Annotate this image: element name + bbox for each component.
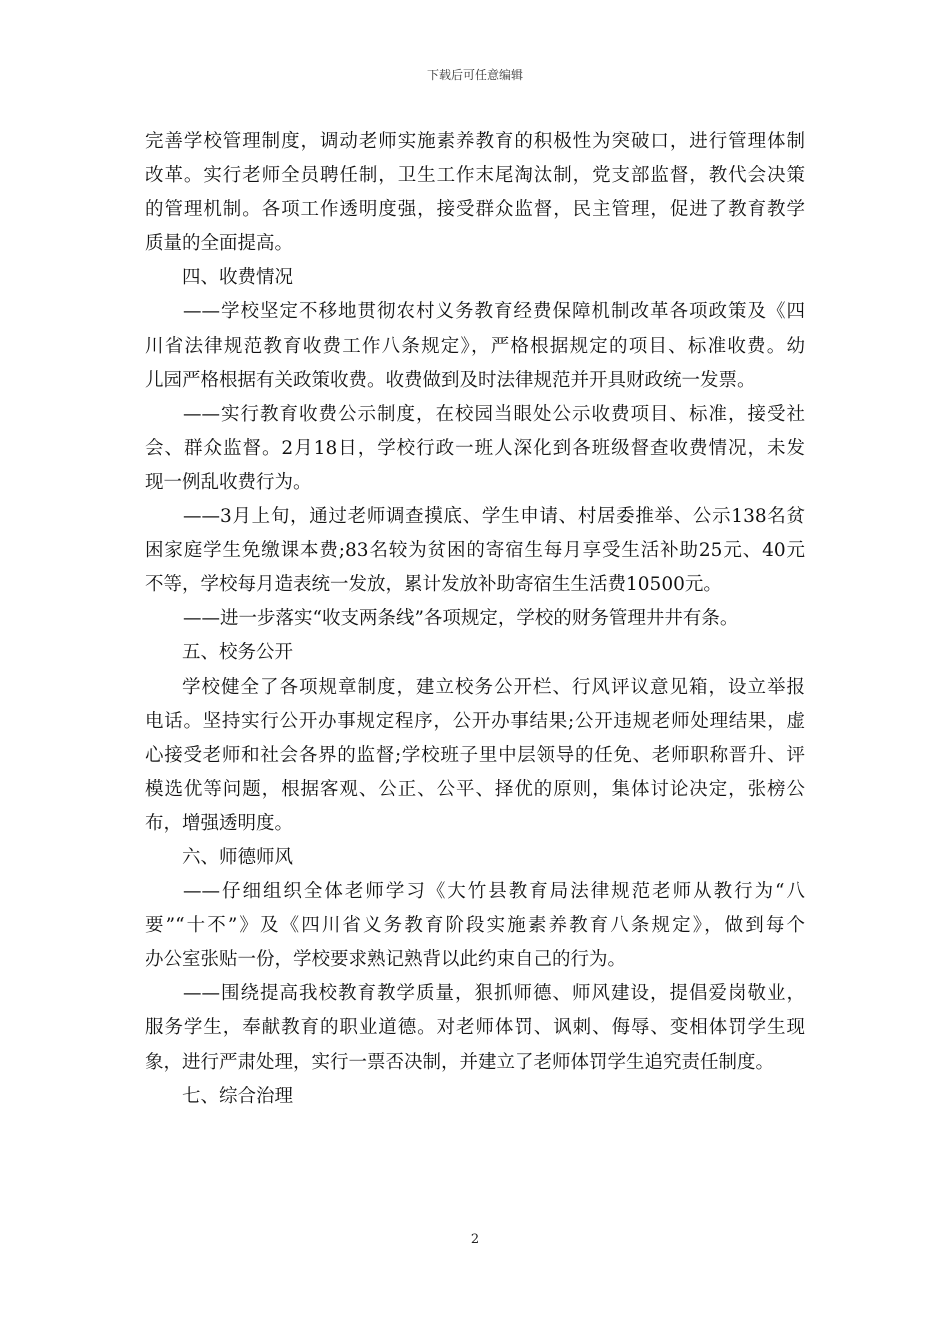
text-line: ——学校坚定不移地贯彻农村义务教育经费保障机制改革各项政策及《四 <box>183 301 805 323</box>
heading-text: 六、师德师风 <box>182 846 294 868</box>
text-line: ——3月上旬，通过老师调查摸底、学生申请、村居委推举、公示138名贫 <box>183 506 805 528</box>
text-line: 质量的全面提高。 <box>145 233 294 255</box>
text-line: 会、群众监督。2月18日，学校行政一班人深化到各班级督查收费情况，未发 <box>145 437 805 459</box>
text-line: 困家庭学生免缴课本费;83名较为贫困的寄宿生每月享受生活补助25元、40元 <box>145 540 805 562</box>
page-header: 下载后可任意编辑 <box>426 68 523 82</box>
text-line: 儿园严格根据有关政策收费。收费做到及时法律规范并开具财政统一发票。 <box>145 369 756 391</box>
paragraph <box>145 125 805 261</box>
text-line: 改革。实行老师全员聘任制，卫生工作末尾淘汰制，党支部监督，教代会决策 <box>145 165 805 187</box>
text-line: 电话。坚持实行公开办事规定程序，公开办事结果;公开违规老师处理结果，虚 <box>145 710 805 732</box>
text-line: 的管理机制。各项工作透明度强，接受群众监督，民主管理，促进了教育教学 <box>145 199 805 221</box>
paragraph <box>145 875 805 977</box>
text-line: 现一例乱收费行为。 <box>145 471 312 493</box>
document-body <box>145 125 805 1114</box>
heading-text: 四、收费情况 <box>182 267 294 289</box>
text-line: 完善学校管理制度，调动老师实施素养教育的积极性为突破口，进行管理体制 <box>145 131 805 152</box>
heading-text: 七、综合治理 <box>182 1085 294 1107</box>
text-line: 不等，学校每月造表统一发放，累计发放补助寄宿生生活费10500元。 <box>145 574 722 596</box>
text-line: ——实行教育收费公示制度，在校园当眼处公示收费项目、标准，接受社 <box>183 403 805 425</box>
paragraph <box>145 500 805 602</box>
text-line: 服务学生，奉献教育的职业道德。对老师体罚、讽刺、侮辱、变相体罚学生现 <box>145 1017 805 1039</box>
text-line: 布，增强透明度。 <box>145 812 294 834</box>
paragraph <box>145 671 805 841</box>
text-line: 心接受老师和社会各界的监督;学校班子里中层领导的任免、老师职称晋升、评 <box>145 744 805 766</box>
text-line: ——进一步落实“收支两条线”各项规定，学校的财务管理井井有条。 <box>183 608 739 630</box>
text-line: 学校健全了各项规章制度，建立校务公开栏、行风评议意见箱，设立举报 <box>182 676 805 698</box>
text-line: 要”“十不”》及《四川省义务教育阶段实施素养教育八条规定》，做到每个 <box>145 915 805 937</box>
section-heading <box>145 1080 805 1114</box>
section-heading <box>145 261 805 295</box>
paragraph <box>145 977 805 1079</box>
text-line: ——围绕提高我校教育教学质量，狠抓师德、师风建设，提倡爱岗敬业， <box>183 983 805 1005</box>
section-heading <box>145 841 805 875</box>
section-heading <box>145 636 805 670</box>
text-line: 办公室张贴一份，学校要求熟记熟背以此约束自己的行为。 <box>145 949 627 971</box>
paragraph <box>145 398 805 500</box>
heading-text: 五、校务公开 <box>182 642 294 664</box>
text-line: 象，进行严肃处理，实行一票否决制，并建立了老师体罚学生追究责任制度。 <box>145 1051 775 1073</box>
paragraph <box>145 295 805 397</box>
text-line: 模选优等问题，根据客观、公正、公平、择优的原则，集体讨论决定，张榜公 <box>145 778 805 800</box>
paragraph <box>145 602 805 636</box>
text-line: 川省法律规范教育收费工作八条规定》，严格根据规定的项目、标准收费。幼 <box>145 335 805 357</box>
text-line: ——仔细组织全体老师学习《大竹县教育局法律规范老师从教行为“八 <box>183 881 805 903</box>
page-number: 2 <box>470 1232 480 1247</box>
